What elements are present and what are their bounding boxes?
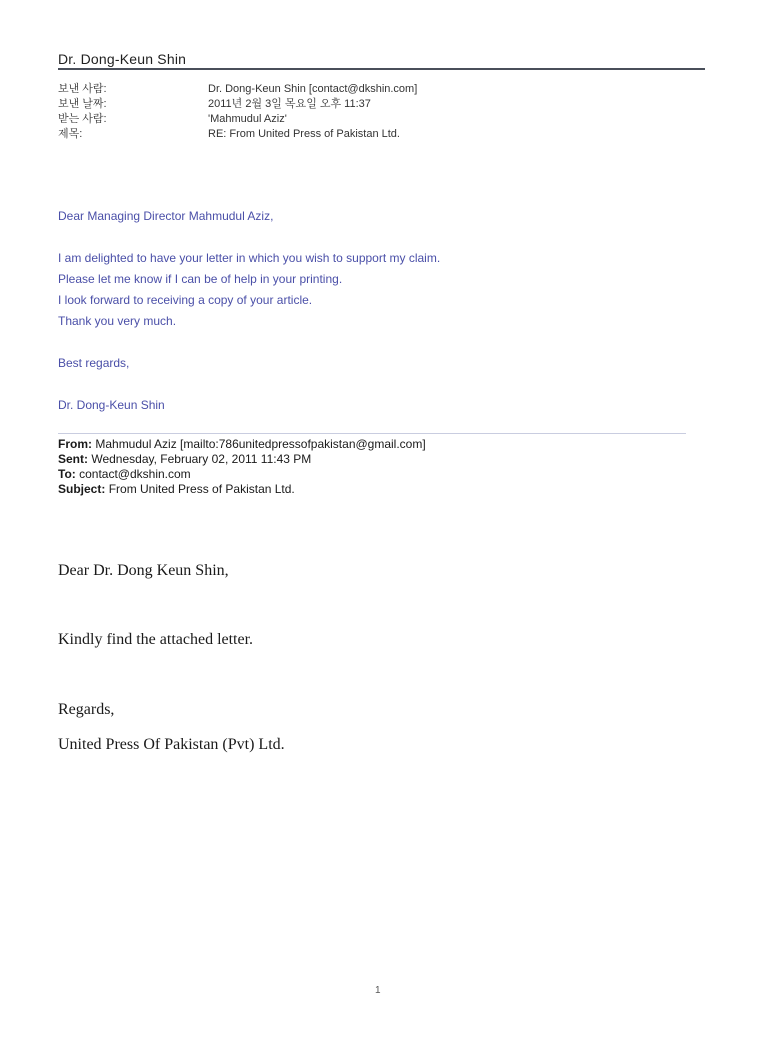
original-closing: Regards, xyxy=(58,701,115,718)
quoted-to-value: contact@dkshin.com xyxy=(79,467,191,481)
quoted-message-divider xyxy=(58,433,686,434)
quoted-from-label: From: xyxy=(58,437,92,451)
quoted-to-label: To: xyxy=(58,467,76,481)
original-greeting: Dear Dr. Dong Keun Shin, xyxy=(58,562,229,579)
original-body-text: Kindly find the attached letter. xyxy=(58,631,254,648)
quoted-subject-value: From United Press of Pakistan Ltd. xyxy=(108,482,295,496)
quoted-to-row xyxy=(58,467,426,482)
reply-message-body xyxy=(58,206,440,416)
email-header xyxy=(58,51,705,70)
reply-greeting: Dear Managing Director Mahmudul Aziz, xyxy=(58,209,274,223)
spacer xyxy=(58,332,440,353)
quoted-sent-value: Wednesday, February 02, 2011 11:43 PM xyxy=(91,452,312,466)
meta-value-sent: 2011년 2월 3일 목요일 오후 11:37 xyxy=(208,98,371,110)
meta-label-from: 보낸 사람: xyxy=(58,83,107,95)
meta-label-subject: 제목: xyxy=(58,128,83,140)
page-number: 1 xyxy=(375,985,381,996)
email-meta-table xyxy=(58,82,417,142)
meta-row-from xyxy=(58,82,417,97)
quoted-from-row xyxy=(58,437,426,452)
quoted-from-value: Mahmudul Aziz [mailto:786unitedpressofpakistan@gmail.com] xyxy=(95,437,426,451)
original-signature: United Press Of Pakistan (Pvt) Ltd. xyxy=(58,736,285,753)
reply-line: Thank you very much. xyxy=(58,314,177,328)
meta-value-from: Dr. Dong-Keun Shin [contact@dkshin.com] xyxy=(208,83,418,95)
meta-row-sent xyxy=(58,97,417,112)
spacer xyxy=(58,227,440,248)
reply-signature: Dr. Dong-Keun Shin xyxy=(58,398,165,412)
header-divider xyxy=(58,68,705,70)
spacer xyxy=(58,374,440,395)
reply-line: I look forward to receiving a copy of your article. xyxy=(58,293,313,307)
quoted-subject-label: Subject: xyxy=(58,482,106,496)
sender-name-title: Dr. Dong-Keun Shin xyxy=(58,51,187,67)
meta-value-to: 'Mahmudul Aziz' xyxy=(208,113,287,125)
meta-row-to xyxy=(58,112,417,127)
meta-value-subject: RE: From United Press of Pakistan Ltd. xyxy=(208,128,400,140)
reply-closing: Best regards, xyxy=(58,356,130,370)
meta-row-subject xyxy=(58,127,417,142)
meta-label-sent: 보낸 날짜: xyxy=(58,98,107,110)
quoted-sent-label: Sent: xyxy=(58,452,88,466)
reply-line: I am delighted to have your letter in which you wish to support my claim. xyxy=(58,251,441,265)
reply-line: Please let me know if I can be of help in your printing. xyxy=(58,272,343,286)
quoted-message-header xyxy=(58,437,426,497)
quoted-subject-row xyxy=(58,482,426,497)
quoted-sent-row xyxy=(58,452,426,467)
meta-label-to: 받는 사람: xyxy=(58,113,107,125)
